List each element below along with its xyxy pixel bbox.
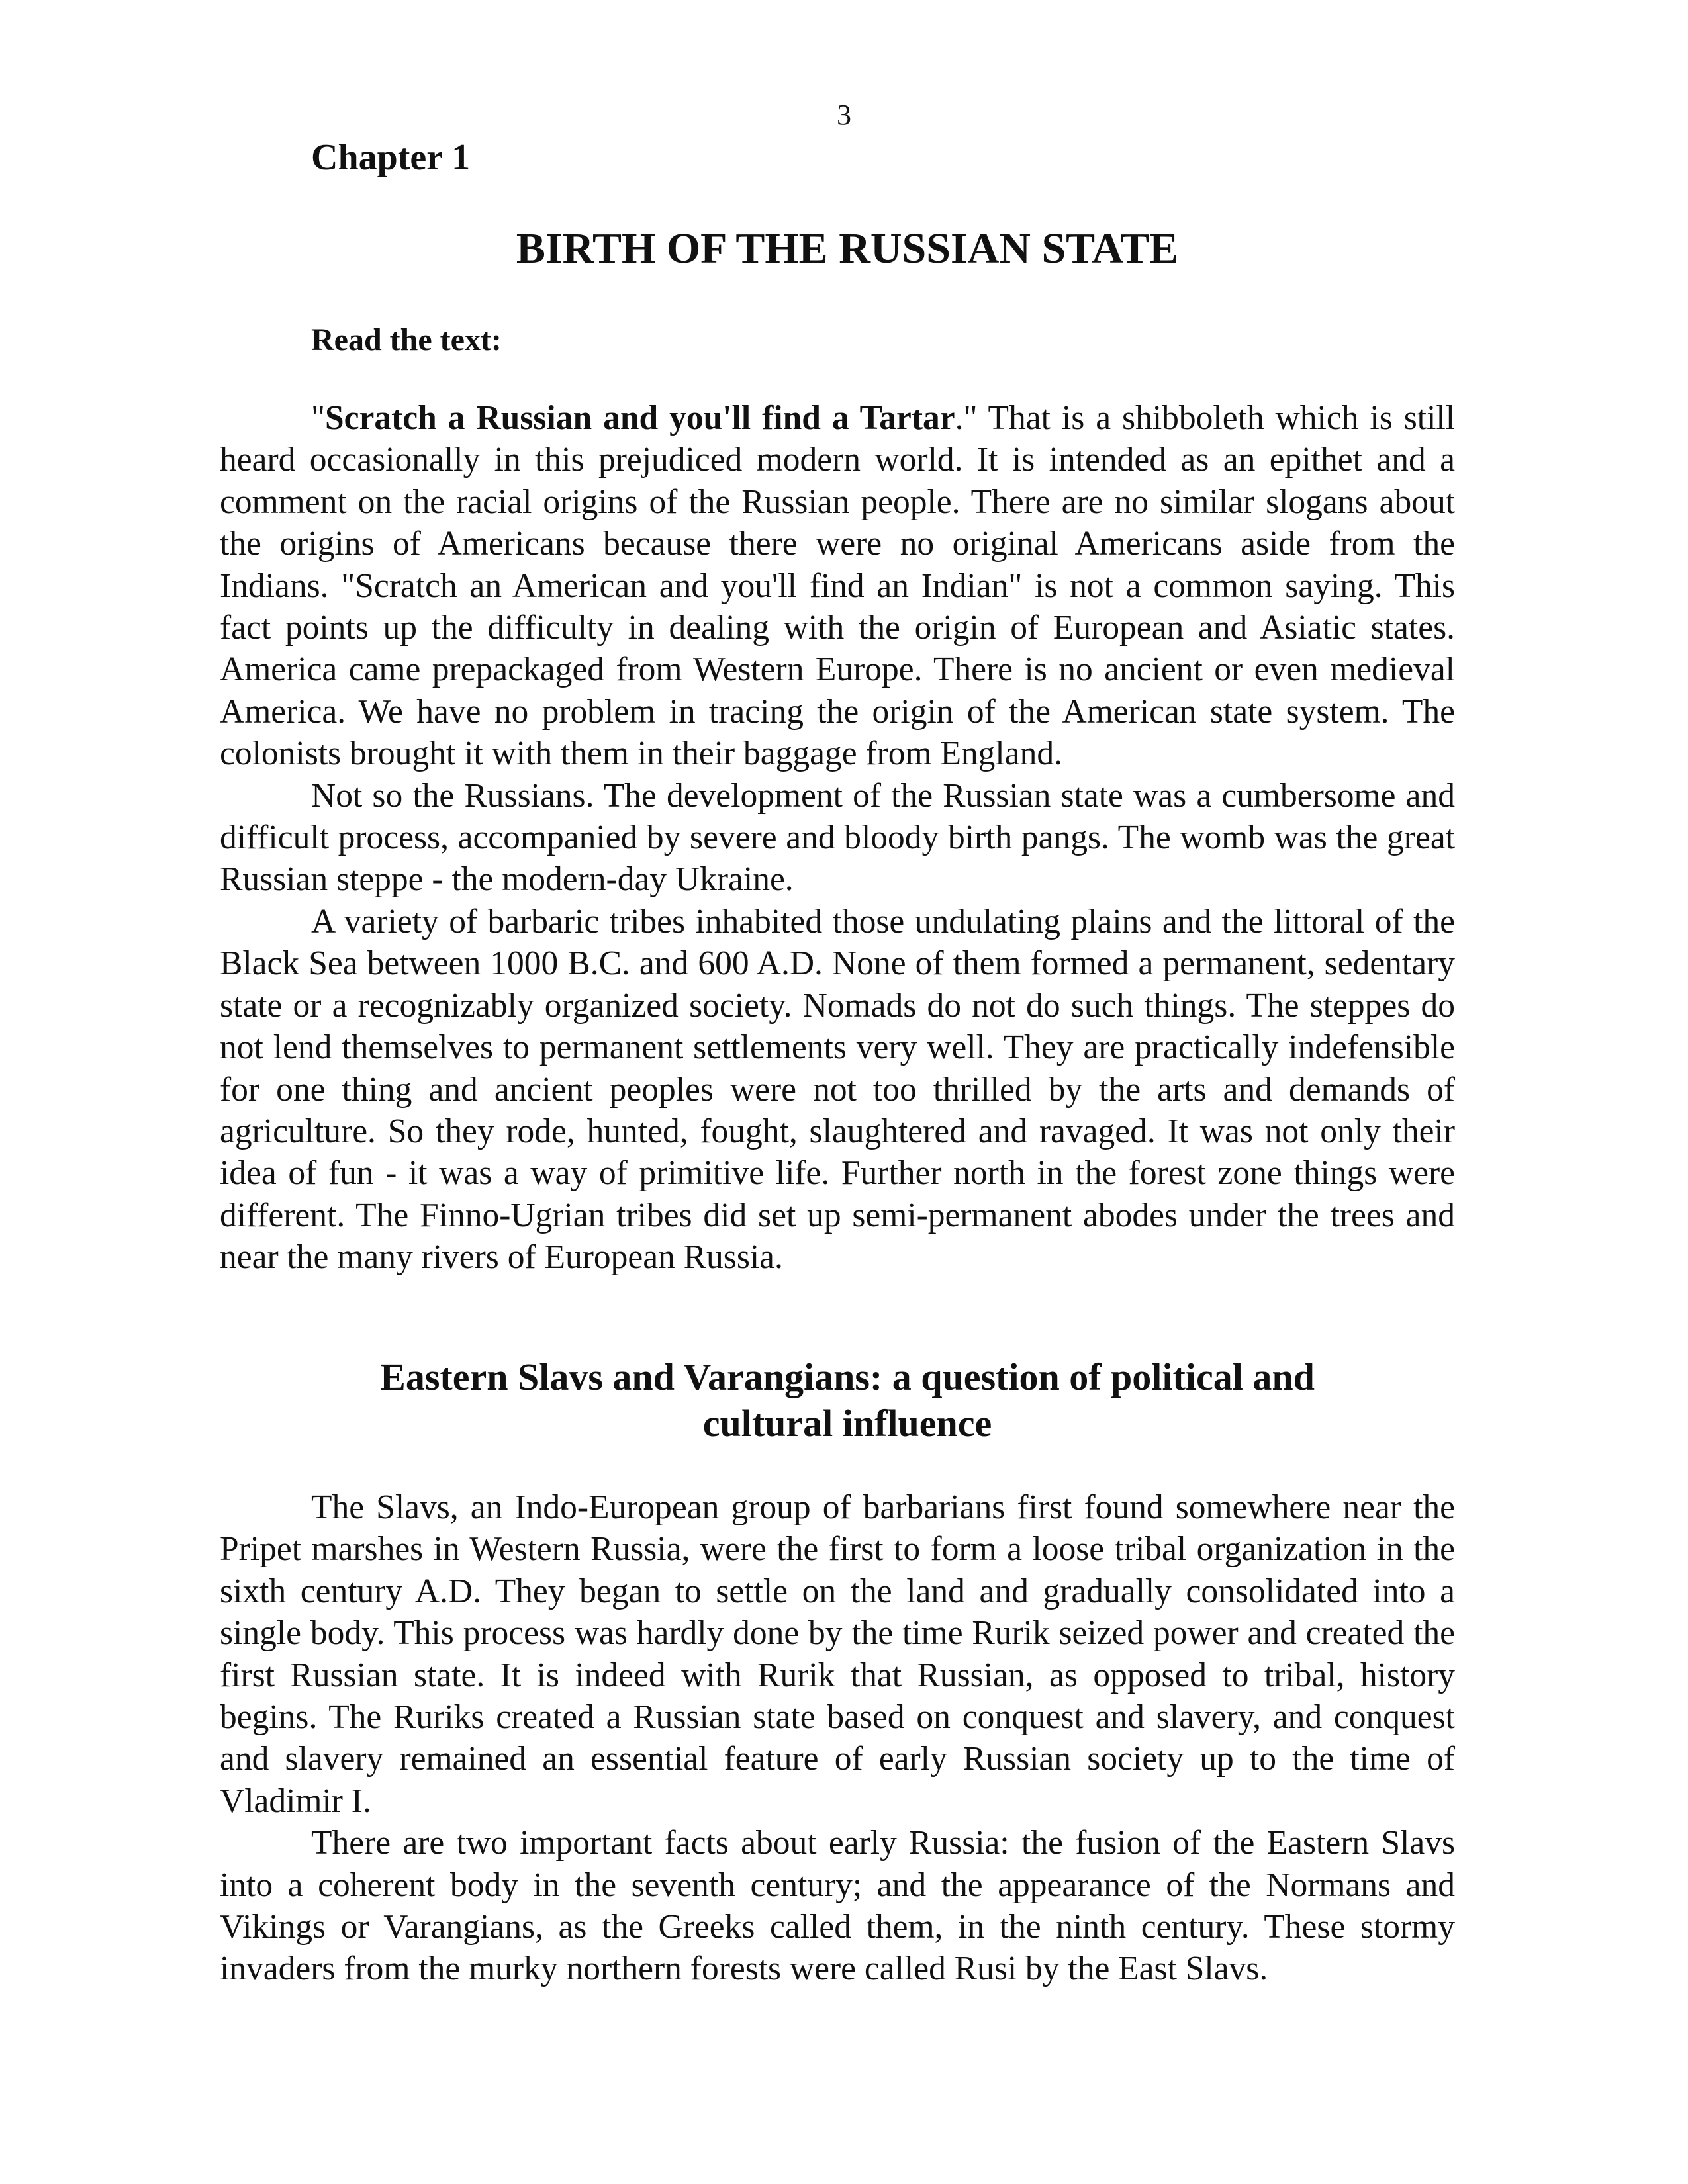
intro-paragraph-2: Not so the Russians. The development of the Russian state was a cumbersome and difficult process, accompanied by severe and bloody birth pangs. The womb was the great Russian steppe - the modern-day Ukraine. <box>220 776 1455 899</box>
section-paragraph-1: The Slavs, an Indo-European group of barbarians first found somewhere near the Pripet marshes in Western Russia, were the first to form a loose tribal organization in the sixth century A.D. They began to settle on the land and gradually consolidated into a single body. This process was hardly done by the time Rurik seized power and created the first Russian state. It is indeed with Rurik that Russian, as opposed to tribal, history begins. The Ruriks created a Russian state based on conquest and slavery, and conquest and slavery remained an essential feature of early Russian society up to the time of Vladimir I. <box>220 1488 1455 1820</box>
section-heading-line-1: Eastern Slavs and Varangians: a question of political and <box>380 1355 1315 1398</box>
section-paragraph-2: There are two important facts about early Russia: the fusion of the Eastern Slavs into a coherent body in the seventh century; and the appearance of the Normans and Vikings or Varangians, as the Greeks called them, in the ninth century. These stormy invaders from the murky northern forests were called Rusi by the East Slavs. <box>220 1824 1455 1988</box>
section-body <box>220 1486 1455 1990</box>
intro-paragraph-1 <box>220 397 1455 775</box>
bold-quote: Scratch a Russian and you'll find a Tartar <box>325 399 955 437</box>
chapter-label: Chapter 1 <box>311 137 471 178</box>
page-number: 3 <box>837 99 851 131</box>
quote-open: " <box>311 399 326 437</box>
section-heading <box>218 1354 1476 1447</box>
section-heading-line-2: cultural influence <box>702 1402 992 1445</box>
intro-text <box>220 397 1455 1279</box>
intro-paragraph-3: A variety of barbaric tribes inhabited those undulating plains and the littoral of the Black Sea between 1000 B.C. and 600 A.D. None of them formed a permanent, sedentary state or a recognizably organized society. Nomads do not do such things. The steppes do not lend themselves to permanent settlements very well. They are practically indefensible for one thing and ancient peoples were not too thrilled by the arts and demands of agriculture. So they rode, hunted, fought, slaughtered and ravaged. It was not only their idea of fun - it was a way of primitive life. Further north in the forest zone things were different. The Finno-Ugrian tribes did set up semi-permanent abodes under the trees and near the many rivers of European Russia. <box>220 902 1455 1277</box>
paragraph-rest: ." That is a shibboleth which is still heard occasionally in this prejudiced modern world. It is intended as an epithet and a comment on the racial origins of the Russian people. There are no similar slogans about the origins of Americans because there were no original Americans aside from the Indians. "Scratch an American and you'll find an Indian" is not a common saying. This fact points up the difficulty in dealing with the origin of European and Asiatic states. America came prepackaged from Western Europe. There is no ancient or even medieval America. We have no problem in tracing the origin of the American state system. The colonists brought it with them in their baggage from England. <box>220 399 1456 773</box>
reading-instruction: Read the text: <box>311 322 502 357</box>
chapter-title: BIRTH OF THE RUSSIAN STATE <box>516 224 1179 273</box>
